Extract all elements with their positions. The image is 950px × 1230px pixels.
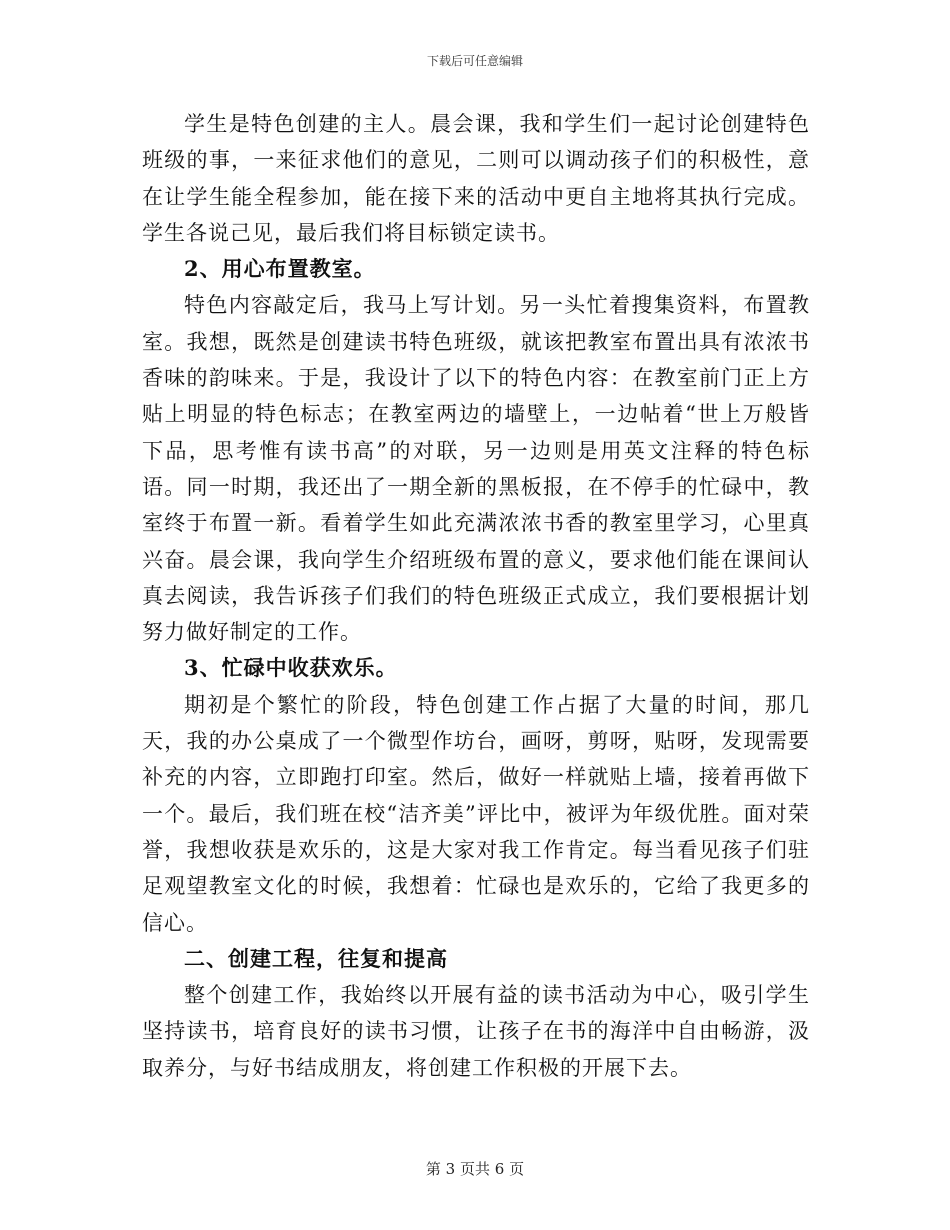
paragraph-students-discussion: 学生是特色创建的主人。晨会课，我和学生们一起讨论创建特色班级的事，一来征求他们的意见，二则可以调动孩子们的积极性，意在让学生能全程参加，能在接下来的活动中更自主地将其执行完成。学生各说己见，最后我们将目标锁定读书。 xyxy=(142,112,810,245)
paragraph-busy-period: 期初是个繁忙的阶段，特色创建工作占据了大量的时间，那几天，我的办公桌成了一个微型作坊台，画呀，剪呀，贴呀，发现需要补充的内容，立即跑打印室。然后，做好一样就贴上墙，接着再做下一个。最后，我们班在校“洁齐美”评比中，被评为年级优胜。面对荣誉，我想收获是欢乐的，这是大家对我工作肯定。每当看见孩子们驻足观望教室文化的时候，我想着：忙碌也是欢乐的，它给了我更多的信心。 xyxy=(142,692,810,935)
page-header-note: 下载后可任意编辑 xyxy=(426,54,523,68)
paragraph-classroom-layout: 特色内容敲定后，我马上写计划。另一头忙着搜集资料，布置教室。我想，既然是创建读书特色班级，就该把教室布置出具有浓浓书香味的韵味来。于是，我设计了以下的特色内容：在教室前门正上方贴上明显的特色标志；在教室两边的墙壁上，一边帖着“世上万般皆下品，思考惟有读书高”的对联，另一边则是用英文注释的特色标语。同一时期，我还出了一期全新的黑板报，在不停手的忙碌中，教室终于布置一新。看着学生如此充满浓浓书香的教室里学习，心里真兴奋。晨会课，我向学生介绍班级布置的意义，要求他们能在课间认真去阅读，我告诉孩子们我们的特色班级正式成立，我们要根据计划努力做好制定的工作。 xyxy=(142,293,810,645)
document-body xyxy=(142,106,810,1086)
heading-joy-in-busyness: 3、忙碌中收获欢乐。 xyxy=(184,655,398,681)
heading-arrange-classroom: 2、用心布置教室。 xyxy=(184,256,376,282)
page-number: 第 3 页共 6 页 xyxy=(425,1160,525,1178)
paragraph-reading-activities: 整个创建工作，我始终以开展有益的读书活动为中心，吸引学生坚持读书，培育良好的读书习惯，让孩子在书的海洋中自由畅游，汲取养分，与好书结成朋友，将创建工作积极的开展下去。 xyxy=(142,983,810,1080)
heading-section-two: 二、创建工程，往复和提高 xyxy=(184,945,448,971)
